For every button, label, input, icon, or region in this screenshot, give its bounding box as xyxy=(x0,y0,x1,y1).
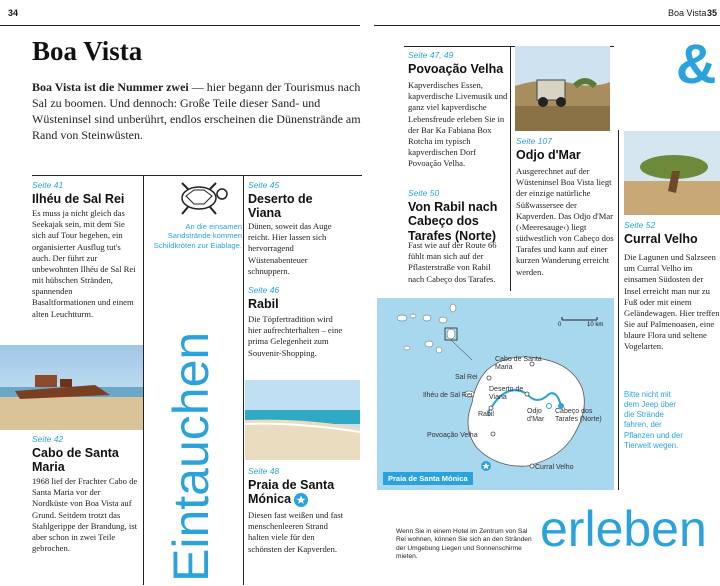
entry-ref-povoacao: Seite 47, 49 xyxy=(408,50,454,60)
intro-paragraph xyxy=(32,80,362,144)
map-label-ilheu: Ilhéu de Sal Rei xyxy=(423,392,473,399)
entry-ref-santamonica: Seite 48 xyxy=(248,466,280,476)
entry-ref-santamaria: Seite 42 xyxy=(32,434,64,444)
star-icon xyxy=(294,493,308,507)
map-scale-0: 0 xyxy=(558,322,562,328)
map-label-cabeco: Cabeço dos Tarafes (Norte) xyxy=(555,408,602,423)
entry-text-curral: Die Lagunen und Salzseen um Curral Velho im einsamen Südosten der Insel erreicht man nur zu Fuß oder mit einem Geländewagen. Hier treffen Sie auf Palmenoasen, eine blaure Flora und seltene Vogelarten. xyxy=(624,252,720,352)
entry-title-cabeco: Von Rabil nach Cabeço dos Tarafes (Norte) xyxy=(408,200,498,243)
jeep-photo xyxy=(515,46,610,131)
entry-title-povoacao: Povoação Velha xyxy=(408,62,504,76)
page-title: Boa Vista xyxy=(32,36,143,66)
running-head: Boa Vista xyxy=(668,8,707,18)
page-number-right: 35 xyxy=(707,8,718,18)
ampersand-glyph: & xyxy=(676,32,717,95)
erleben-word: erleben xyxy=(540,501,707,557)
map-label-curral: Curral Velho xyxy=(535,464,574,471)
entry-text-odjo: Ausgerechnet auf der Wüsteninsel Boa Vista liegt der einzige natürliche Süßwassersee der Kapverden. Das Odjo d'Mar (›Meeresauge‹) liegt südwestlich von Cabeço dos Tarafes und kann auf einer kurzen Wanderung erreicht werden. xyxy=(516,166,614,277)
header-rule-left xyxy=(0,25,360,26)
entry-ref-viana: Seite 45 xyxy=(248,180,280,190)
entry-title-santamonica: Praia de Santa Mónica xyxy=(248,478,335,507)
page-number-left: 34 xyxy=(8,8,19,18)
map-label-odjo: Odjo d'Mar xyxy=(527,408,545,423)
entry-text-cabeco: Fast wie auf der Route 66 fühlt man sich auf der Pflasterstraße von Rabil nach Cabeço dos Tarafes. xyxy=(408,240,497,284)
intro-text: — hier begann der Tourismus nach Sal zu boomen. Und dennoch: Große Teile dieser Sand- und Wüsteninsel sind unberührt, endlos erscheinen die Dünenstrände am Rand von Steinwüsten. xyxy=(32,80,361,142)
intro-bold: Boa Vista ist die Nummer zwei xyxy=(32,80,189,94)
map-label-deserto: Deserto de Viana xyxy=(489,386,524,401)
turtle-icon xyxy=(172,178,230,218)
entry-ref-curral: Seite 52 xyxy=(624,220,656,230)
map-badge-santamonica: Praia de Santa Mónica xyxy=(383,472,473,485)
eintauchen-word: Eintauchen xyxy=(163,331,219,582)
tree-photo xyxy=(624,131,720,215)
column-rule xyxy=(143,175,144,585)
entry-title-viana: Deserto de Viana xyxy=(248,192,313,221)
column-rule xyxy=(510,46,511,291)
entry-text-salrei: Es muss ja nicht gleich das Seekajak sein, mit dem Sie sich auf Tour begeben, ein organisierter Ausflug tut's auch. Der führt zur unbewohnten Ilhéu de Sal Rei mit hübschen Stränden, spannenden Basaltformationen und einem alten Leuchtturm. xyxy=(32,208,136,319)
entry-title-santamaria: Cabo de Santa Maria xyxy=(32,446,119,475)
column-rule xyxy=(618,130,619,490)
beach-photo xyxy=(245,380,360,460)
entry-text-santamonica: Diesen fast weißen und fast menschenleeren Strand halten viele für den schönsten der Kapverden. xyxy=(248,510,343,554)
footnote-text: Wenn Sie in einem Hotel im Zentrum von Sal Rei wohnen, können Sie sich an den Stränden der Umgebung Liegen und Sonnenschirme mieten. xyxy=(396,528,532,561)
shipwreck-photo xyxy=(0,345,143,430)
map-label-cabo: Cabo de Santa Maria xyxy=(495,356,542,371)
column-top-rule xyxy=(32,175,362,176)
island-map xyxy=(377,298,614,490)
map-label-salrei: Sal Rei xyxy=(455,374,478,381)
map-label-rabil: Rabil xyxy=(478,411,494,418)
jeep-caption: Bitte nicht mit dem Jeep über die Strände fahren, der Pflanzen und der Tierwelt wegen. xyxy=(624,390,683,450)
entry-ref-rabil: Seite 46 xyxy=(248,285,280,295)
entry-ref-odjo: Seite 107 xyxy=(516,136,552,146)
entry-ref-salrei: Seite 41 xyxy=(32,180,64,190)
header-rule-right xyxy=(374,25,720,26)
entry-title-rabil: Rabil xyxy=(248,297,279,311)
turtle-caption: An die einsamen Sandstrände kommen Schildkröten zur Eiablage. xyxy=(153,222,242,250)
map-scale-10: 10 km xyxy=(587,322,604,328)
entry-title-curral: Curral Velho xyxy=(624,232,698,246)
entry-title-odjo: Odjo d'Mar xyxy=(516,148,581,162)
entry-text-rabil: Die Töpfertradition wird hier aufrechterhalten – eine prima Gelegenheit zum Souvenir-Shopping. xyxy=(248,314,343,358)
entry-text-viana: Dünen, soweit das Auge reicht. Hier lassen sich hervorragend Wüstenabenteuer schnuppern. xyxy=(248,221,332,276)
column-rule xyxy=(243,175,244,585)
map-label-povoacao: Povoação Velha xyxy=(427,432,478,439)
entry-text-povoacao: Kapverdisches Essen, kapverdische Livemusik und ganz viel kapverdische Lebensfreude erleben Sie in der Bar Ka Fabiana Box Rotcha im typisch kapverdischen Dorf Povoação Velha. xyxy=(408,80,508,169)
entry-title-salrei: Ilhéu de Sal Rei xyxy=(32,192,125,206)
entry-text-santamaria: 1968 lief der Frachter Cabo de Santa Maria vor der Nordküste von Boa Vista auf Grund. Seitdem trotzt das Stahlgerippe der Brandung, ist aber schon in zwei Teile gebrochen. xyxy=(32,476,138,554)
entry-ref-cabeco: Seite 50 xyxy=(408,188,440,198)
